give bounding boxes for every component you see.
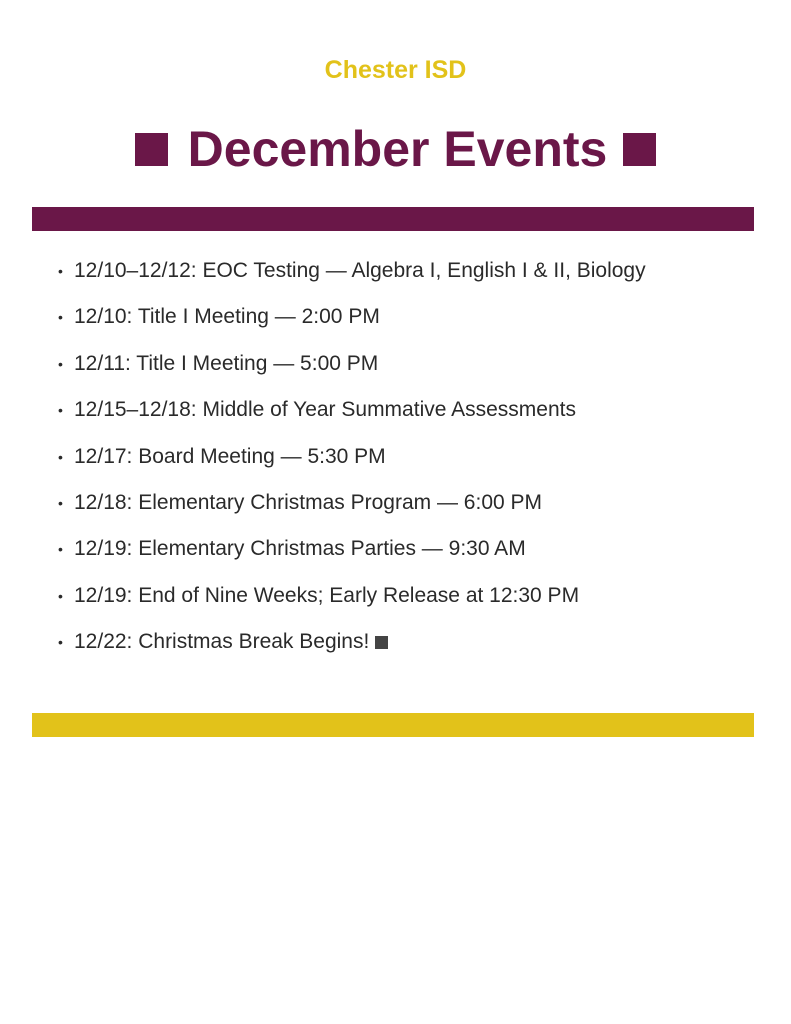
bullet-icon: • [58,541,63,558]
page-title: December Events [187,121,608,177]
list-item [58,526,646,572]
bullet-icon: • [58,587,63,604]
list-item [58,248,646,294]
event-text: 12/18: Elementary Christmas Program — 6:00 PM [74,490,543,514]
event-text: 12/10–12/12: EOC Testing — Algebra I, English I & II, Biology [74,259,646,282]
square-icon [135,133,168,166]
event-text: 12/19: Elementary Christmas Parties — 9:30 AM [74,537,526,561]
events-list [58,248,646,666]
bullet-icon: • [58,494,63,511]
bullet-icon: • [58,355,63,372]
list-item [58,387,646,433]
bullet-icon: • [58,402,63,419]
event-text: 12/11: Title I Meeting — 5:00 PM [74,351,379,375]
gold-divider-bar [32,713,754,737]
event-text: 12/17: Board Meeting — 5:30 PM [74,444,386,468]
bullet-icon: • [58,634,63,651]
end-square-icon [375,636,388,649]
square-icon [623,133,656,166]
bullet-icon: • [58,263,63,279]
organization-name: Chester ISD [324,56,467,84]
bullet-icon: • [58,448,63,465]
maroon-divider-bar [32,207,754,231]
list-item [58,619,646,665]
event-text: 12/15–12/18: Middle of Year Summative Assessments [74,398,576,422]
event-text: 12/10: Title I Meeting — 2:00 PM [74,305,380,329]
list-item [58,480,646,526]
list-item [58,294,646,340]
list-item [58,434,646,480]
list-item [58,573,646,619]
list-item [58,341,646,387]
bullet-icon: • [58,309,63,326]
title-row [0,120,791,178]
event-text: 12/19: End of Nine Weeks; Early Release at 12:30 PM [74,583,580,607]
event-text: 12/22: Christmas Break Begins! [74,630,370,654]
